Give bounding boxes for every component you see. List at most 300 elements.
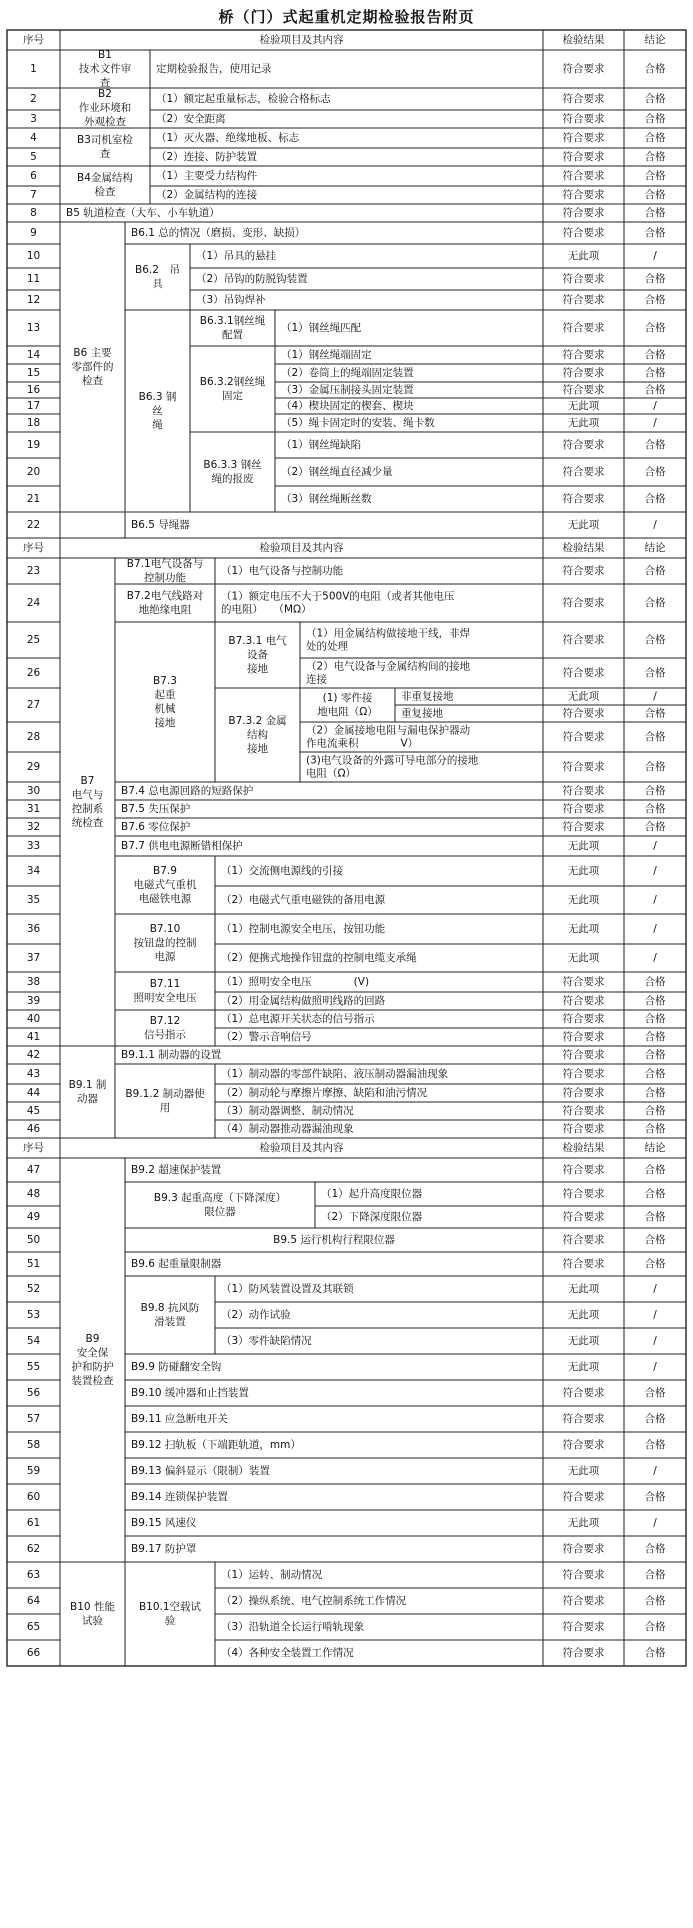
- row-number: 4: [30, 132, 37, 144]
- group-b7-12-line-1: 信号指示: [144, 1029, 186, 1041]
- group-b3-line-1: 查: [99, 148, 111, 160]
- group-b4-line-0: B4金属结构: [77, 172, 133, 184]
- group-b6-3-3-line-0: B6.3.3 钢丝: [203, 459, 262, 471]
- group-b7-3-2-1-line-1: 地电阻（Ω）: [317, 706, 378, 718]
- conclusion-cell: 合格: [644, 1439, 666, 1451]
- header-result: 检验结果: [562, 542, 605, 554]
- result-cell: 符合要求: [562, 1188, 605, 1200]
- group-b6-3-1-line-1: 配置: [222, 329, 243, 341]
- row-number: 11: [26, 273, 41, 285]
- group-b7-line-2: 控制系: [71, 803, 104, 815]
- group-b7-line-3: 统检查: [71, 817, 104, 829]
- result-cell: 符合要求: [562, 493, 605, 505]
- content-cell-line-0: B5 轨道检查（大车、小车轨道）: [66, 207, 220, 219]
- conclusion-cell: 合格: [644, 565, 666, 577]
- conclusion-cell: 合格: [644, 132, 666, 144]
- result-cell: 无此项: [567, 1361, 600, 1373]
- content-cell-line-1: 电阻（Ω）: [306, 767, 357, 780]
- result-cell: 符合要求: [562, 151, 605, 163]
- content-cell-line-0: （1）制动器的零部件缺陷、液压制动器漏油现象: [221, 1068, 449, 1080]
- group-b7-3-1-line-2: 接地: [247, 663, 268, 675]
- row-number: 9: [30, 227, 37, 239]
- group-b7-3-1-line-0: B7.3.1 电气: [228, 635, 287, 647]
- result-cell: 符合要求: [562, 761, 605, 773]
- conclusion-cell: 合格: [644, 1387, 666, 1399]
- group-b9-1-line-0: B9.1 制: [68, 1079, 107, 1091]
- group-b7-3-line-3: 接地: [154, 717, 176, 729]
- group-b6-2-line-1: 具: [152, 278, 163, 290]
- group-b6-2-line-0: B6.2 吊: [135, 264, 180, 276]
- conclusion-cell: /: [653, 865, 657, 877]
- content-cell-line-0: （1）电气设备与控制功能: [221, 565, 344, 577]
- conclusion-cell: /: [653, 690, 657, 703]
- result-cell: 符合要求: [562, 667, 605, 679]
- row-number: 10: [26, 250, 41, 262]
- row-number: 62: [26, 1543, 41, 1555]
- conclusion-cell: /: [653, 1335, 657, 1347]
- conclusion-cell: 合格: [644, 1595, 666, 1607]
- result-cell: 符合要求: [562, 1105, 605, 1117]
- result-cell: 符合要求: [562, 294, 605, 306]
- conclusion-cell: 合格: [644, 1087, 666, 1099]
- conclusion-cell: 合格: [644, 207, 666, 219]
- row-number: 65: [26, 1621, 41, 1633]
- result-cell: 符合要求: [562, 1164, 605, 1176]
- group-b6-3-line-1: 丝: [152, 405, 163, 417]
- row-number: 43: [26, 1068, 41, 1080]
- row-number: 17: [26, 400, 41, 412]
- conclusion-cell: 合格: [644, 1049, 666, 1061]
- content-cell: 非重复接地: [401, 690, 454, 703]
- group-b6-3-1-line-0: B6.3.1钢丝绳: [199, 315, 266, 327]
- content-cell-line-0: （1）防风装置设置及其联锁: [221, 1283, 354, 1295]
- result-cell: 符合要求: [562, 1013, 605, 1025]
- conclusion-cell: /: [653, 923, 657, 935]
- result-cell: 符合要求: [562, 1123, 605, 1135]
- conclusion-cell: /: [653, 400, 657, 412]
- result-cell: 无此项: [567, 1517, 600, 1529]
- conclusion-cell: 合格: [644, 976, 666, 988]
- content-cell-line-0: B6.5 导绳器: [131, 519, 190, 531]
- group-b9-3-line-1: 限位器: [204, 1206, 236, 1218]
- result-cell: 无此项: [567, 1335, 600, 1347]
- row-number: 50: [26, 1234, 41, 1246]
- conclusion-cell: 合格: [644, 597, 666, 609]
- row-number: 28: [26, 731, 41, 743]
- content-cell-line-0: B6.1 总的情况（磨损、变形、缺损）: [131, 227, 306, 239]
- content-cell-line-0: （1）运转、制动情况: [221, 1569, 323, 1581]
- conclusion-cell: 合格: [644, 493, 666, 505]
- result-cell: 无此项: [567, 417, 600, 429]
- result-cell: 无此项: [567, 400, 600, 412]
- row-number: 33: [26, 840, 41, 852]
- conclusion-cell: 合格: [644, 1569, 666, 1581]
- group-b9-line-1: 安全保: [76, 1347, 109, 1359]
- group-b7-1-line-1: 控制功能: [144, 572, 186, 584]
- conclusion-cell: 合格: [644, 1188, 666, 1200]
- result-cell: 符合要求: [562, 322, 605, 334]
- result-cell: 符合要求: [562, 113, 605, 125]
- row-number: 20: [26, 466, 41, 478]
- result-cell: 符合要求: [562, 466, 605, 478]
- content-cell-line-0: （4）制动器推动器漏油现象: [221, 1123, 354, 1135]
- result-cell: 符合要求: [562, 821, 605, 833]
- row-number: 56: [26, 1387, 41, 1399]
- row-number: 27: [26, 699, 41, 711]
- group-b9-1-2-line-1: 用: [159, 1102, 171, 1114]
- group-b7-12-line-0: B7.12: [149, 1015, 181, 1027]
- row-number: 21: [26, 493, 41, 505]
- conclusion-cell: 合格: [644, 1491, 666, 1503]
- result-cell: 无此项: [567, 1283, 600, 1295]
- content-cell-line-1: 处的处理: [306, 640, 348, 653]
- group-b9-1-line-1: 动器: [77, 1093, 98, 1105]
- conclusion-cell: 合格: [644, 803, 666, 815]
- group-b7-line-0: B7: [80, 775, 95, 787]
- content-cell-line-0: （4）楔块固定的楔套、楔块: [281, 400, 414, 412]
- result-cell: 符合要求: [562, 995, 605, 1007]
- row-number: 41: [26, 1031, 41, 1043]
- group-b7-3-2-line-0: B7.3.2 金属: [228, 715, 287, 727]
- content-cell-line-0: B7.4 总电源回路的短路保护: [121, 785, 254, 797]
- content-cell-line-0: （1）用金属结构做接地干线，非焊: [306, 627, 471, 640]
- group-b7-2-line-1: 地绝缘电阻: [138, 604, 192, 616]
- result-cell: 符合要求: [562, 170, 605, 182]
- content-cell-line-0: （2）安全距离: [156, 113, 226, 125]
- page-title: 桥（门）式起重机定期检验报告附页: [218, 8, 475, 26]
- content-cell-line-0: B9.1.1 制动器的设置: [121, 1049, 222, 1061]
- row-number: 15: [26, 367, 41, 379]
- conclusion-cell: 合格: [644, 1105, 666, 1117]
- content-cell-line-0: （1）钢丝绳端固定: [281, 349, 372, 361]
- conclusion-cell: 合格: [644, 1068, 666, 1080]
- group-b1-line-2: 查: [99, 77, 111, 89]
- group-b10-1-line-1: 验: [164, 1615, 176, 1627]
- conclusion-cell: 合格: [644, 1258, 666, 1270]
- conclusion-cell: /: [653, 1465, 657, 1477]
- group-b7-9-line-2: 电磁铁电源: [138, 893, 192, 905]
- row-number: 3: [30, 113, 37, 125]
- content-cell-line-0: （1）吊具的悬挂: [196, 250, 277, 262]
- group-b7-3-2-line-1: 结构: [247, 729, 268, 741]
- content-cell-line-0: （2）警示音响信号: [221, 1031, 312, 1043]
- content-cell-line-0: B9.13 偏斜显示（限制）装置: [131, 1465, 270, 1477]
- content-cell-line-0: B7.6 零位保护: [121, 821, 191, 833]
- content-cell-line-0: （2）制动轮与摩擦片摩擦、缺陷和油污情况: [221, 1087, 428, 1099]
- result-cell: 符合要求: [562, 1595, 605, 1607]
- content-cell-line-0: （1）主要受力结构件: [156, 170, 258, 182]
- group-b9-8-line-0: B9.8 抗风防: [140, 1302, 200, 1314]
- conclusion-cell: 合格: [644, 466, 666, 478]
- result-cell: 符合要求: [562, 1543, 605, 1555]
- group-b6-3-line-2: 绳: [152, 419, 163, 431]
- row-number: 6: [30, 170, 37, 182]
- header-no: 序号: [23, 34, 44, 46]
- content-cell-line-0: B9.6 起重量限制器: [131, 1258, 222, 1270]
- content-cell-line-0: （1）额定起重量标志，检验合格标志: [156, 93, 331, 105]
- content-cell-line-0: 定期检验报告，使用记录: [156, 63, 272, 75]
- row-number: 13: [26, 322, 41, 334]
- conclusion-cell: 合格: [644, 707, 666, 720]
- group-b7-line-1: 电气与: [71, 789, 104, 801]
- row-number: 14: [26, 349, 41, 361]
- result-cell: 符合要求: [562, 731, 605, 743]
- result-cell: 符合要求: [562, 273, 605, 285]
- row-number: 46: [26, 1123, 41, 1135]
- content-cell-line-0: B9.10 缓冲器和止挡装置: [131, 1387, 249, 1399]
- content-cell-line-0: （2）电气设备与金属结构间的接地: [306, 660, 471, 673]
- conclusion-cell: /: [653, 1361, 657, 1373]
- header-conclusion: 结论: [644, 34, 666, 46]
- row-number: 32: [26, 821, 41, 833]
- content-cell-line-0: （3）制动器调整、制动情况: [221, 1105, 354, 1117]
- row-number: 61: [26, 1517, 41, 1529]
- group-b6-line-0: B6 主要: [73, 347, 112, 359]
- group-b9-line-2: 护和防护: [71, 1361, 114, 1373]
- conclusion-cell: 合格: [644, 1413, 666, 1425]
- row-number: 12: [26, 294, 41, 306]
- conclusion-cell: 合格: [644, 273, 666, 285]
- row-number: 40: [26, 1013, 41, 1025]
- conclusion-cell: 合格: [644, 227, 666, 239]
- result-cell: 符合要求: [562, 803, 605, 815]
- content-cell-line-0: （3）金属压制接头固定装置: [281, 384, 414, 396]
- row-number: 31: [26, 803, 41, 815]
- header-item: 检验项目及其内容: [259, 542, 344, 554]
- group-b2-line-0: B2: [98, 88, 112, 100]
- content-cell-line-0: （2）下降深度限位器: [321, 1211, 423, 1223]
- row-number: 39: [26, 995, 41, 1007]
- row-number: 45: [26, 1105, 41, 1117]
- content-cell-line-0: （2）电磁式气重电磁铁的备用电源: [221, 894, 386, 906]
- row-number: 57: [26, 1413, 41, 1425]
- group-b2-line-2: 外观检查: [84, 116, 126, 128]
- result-cell: 符合要求: [562, 976, 605, 988]
- row-number: 63: [26, 1569, 41, 1581]
- conclusion-cell: 合格: [644, 113, 666, 125]
- result-cell: 符合要求: [562, 1234, 605, 1246]
- result-cell: 符合要求: [562, 1258, 605, 1270]
- group-b9-8-line-1: 滑装置: [154, 1316, 186, 1328]
- group-b6-line-1: 零部件的: [71, 361, 114, 373]
- conclusion-cell: /: [653, 894, 657, 906]
- conclusion-cell: 合格: [644, 667, 666, 679]
- content-cell-line-1: 作电流乘积 V）: [306, 737, 419, 750]
- row-number: 24: [26, 597, 41, 609]
- row-number: 2: [30, 93, 37, 105]
- header-result: 检验结果: [562, 1142, 605, 1154]
- row-number: 36: [26, 923, 41, 935]
- conclusion-cell: 合格: [644, 1123, 666, 1135]
- conclusion-cell: 合格: [644, 93, 666, 105]
- result-cell: 符合要求: [562, 1211, 605, 1223]
- content-cell-line-0: （1）起升高度限位器: [321, 1188, 423, 1200]
- result-cell: 符合要求: [562, 634, 605, 646]
- result-cell: 无此项: [567, 519, 600, 531]
- group-b10-line-0: B10 性能: [70, 1601, 115, 1613]
- row-number: 16: [26, 384, 41, 396]
- group-b7-9-line-0: B7.9: [153, 865, 177, 877]
- content-cell-line-0: （2）操纵系统、电气控制系统工作情况: [221, 1595, 407, 1607]
- group-b7-3-line-1: 起重: [154, 689, 176, 701]
- content-cell-line-0: B7.7 供电电源断错相保护: [121, 840, 243, 852]
- header-result: 检验结果: [562, 34, 605, 46]
- result-cell: 符合要求: [562, 785, 605, 797]
- row-number: 1: [30, 63, 37, 75]
- result-cell: 无此项: [567, 894, 600, 906]
- result-cell: 符合要求: [562, 1439, 605, 1451]
- result-cell: 符合要求: [562, 384, 605, 396]
- content-cell-line-0: （2）金属接地电阻与漏电保护器动: [306, 724, 471, 737]
- content-cell: 重复接地: [401, 707, 443, 720]
- result-cell: 符合要求: [562, 1049, 605, 1061]
- content-cell-line-0: B9.5 运行机构行程限位器: [273, 1234, 395, 1246]
- group-b7-2-line-0: B7.2电气线路对: [126, 590, 204, 602]
- header-conclusion: 结论: [644, 1142, 666, 1154]
- content-cell-line-0: （2）钢丝绳直径减少量: [281, 466, 393, 478]
- result-cell: 符合要求: [562, 565, 605, 577]
- header-conclusion: 结论: [644, 542, 666, 554]
- row-number: 19: [26, 439, 41, 451]
- group-b7-9-line-1: 电磁式气重机: [133, 879, 197, 891]
- content-cell-line-0: B7.5 失压保护: [121, 803, 191, 815]
- result-cell: 符合要求: [562, 1387, 605, 1399]
- group-b7-3-line-2: 机械: [154, 703, 176, 715]
- conclusion-cell: 合格: [644, 170, 666, 182]
- result-cell: 符合要求: [562, 367, 605, 379]
- group-b7-1-line-0: B7.1电气设备与: [126, 558, 204, 570]
- result-cell: 符合要求: [562, 1569, 605, 1581]
- result-cell: 符合要求: [562, 1647, 605, 1659]
- content-cell-line-0: B9.11 应急断电开关: [131, 1413, 228, 1425]
- content-cell-line-0: （3）零件缺陷情况: [221, 1335, 312, 1347]
- content-cell-line-0: B9.15 风速仪: [131, 1517, 197, 1529]
- group-b9-line-0: B9: [85, 1333, 100, 1345]
- group-b7-10-line-1: 按钮盘的控制: [133, 937, 197, 949]
- content-cell-line-0: （2）动作试验: [221, 1309, 291, 1321]
- conclusion-cell: 合格: [644, 349, 666, 361]
- group-b1-line-0: B1: [98, 49, 112, 61]
- group-b6-3-2-line-0: B6.3.2钢丝绳: [199, 376, 266, 388]
- conclusion-cell: 合格: [644, 1621, 666, 1633]
- content-cell-line-0: (3)电气设备的外露可导电部分的接地: [306, 754, 479, 767]
- content-cell-line-0: （4）各种安全装置工作情况: [221, 1647, 354, 1659]
- content-cell-line-0: （2）用金属结构做照明线路的回路: [221, 995, 386, 1007]
- group-b7-3-2-1-line-0: (1) 零件接: [322, 692, 373, 704]
- group-b9-line-3: 装置检查: [71, 1375, 114, 1387]
- row-number: 58: [26, 1439, 41, 1451]
- row-number: 26: [26, 667, 41, 679]
- row-number: 53: [26, 1309, 41, 1321]
- row-number: 37: [26, 952, 41, 964]
- content-cell-line-1: 连接: [306, 673, 327, 686]
- conclusion-cell: 合格: [644, 761, 666, 773]
- group-b7-10-line-2: 电源: [154, 951, 176, 963]
- conclusion-cell: 合格: [644, 1647, 666, 1659]
- conclusion-cell: 合格: [644, 1543, 666, 1555]
- content-cell-line-0: （3）吊钩焊补: [196, 294, 266, 306]
- content-cell-line-0: （3）沿轨道全长运行啃轨现象: [221, 1621, 365, 1633]
- conclusion-cell: /: [653, 840, 657, 852]
- content-cell-line-0: （3）钢丝绳断丝数: [281, 493, 372, 505]
- content-cell-line-0: （1）额定电压不大于500V的电阻（或者其他电压: [221, 590, 455, 603]
- result-cell: 无此项: [567, 840, 600, 852]
- group-b10-1-line-0: B10.1空载试: [138, 1601, 202, 1613]
- result-cell: 符合要求: [562, 207, 605, 219]
- group-b2-line-1: 作业环境和: [78, 102, 132, 114]
- result-cell: 符合要求: [562, 1031, 605, 1043]
- result-cell: 无此项: [567, 1465, 600, 1477]
- group-b7-3-line-0: B7.3: [153, 675, 177, 687]
- conclusion-cell: 合格: [644, 151, 666, 163]
- result-cell: 符合要求: [562, 349, 605, 361]
- content-cell-line-0: （1）总电源开关状态的信号指示: [221, 1013, 375, 1025]
- result-cell: 符合要求: [562, 1413, 605, 1425]
- result-cell: 无此项: [567, 952, 600, 964]
- content-cell-line-0: （2）金属结构的连接: [156, 189, 258, 201]
- conclusion-cell: 合格: [644, 322, 666, 334]
- row-number: 25: [26, 634, 41, 646]
- row-number: 55: [26, 1361, 41, 1373]
- row-number: 35: [26, 894, 41, 906]
- conclusion-cell: /: [653, 519, 657, 531]
- row-number: 54: [26, 1335, 41, 1347]
- conclusion-cell: /: [653, 1517, 657, 1529]
- row-number: 66: [26, 1647, 41, 1659]
- conclusion-cell: 合格: [644, 1013, 666, 1025]
- conclusion-cell: /: [653, 1283, 657, 1295]
- conclusion-cell: /: [653, 952, 657, 964]
- content-cell-line-0: （1）钢丝绳缺陷: [281, 439, 362, 451]
- header-no: 序号: [23, 1142, 44, 1154]
- group-b7-3-1-line-1: 设备: [247, 649, 268, 661]
- conclusion-cell: /: [653, 250, 657, 262]
- header-no: 序号: [23, 542, 44, 554]
- result-cell: 符合要求: [562, 63, 605, 75]
- row-number: 59: [26, 1465, 41, 1477]
- result-cell: 无此项: [567, 1309, 600, 1321]
- conclusion-cell: 合格: [644, 384, 666, 396]
- conclusion-cell: 合格: [644, 785, 666, 797]
- row-number: 30: [26, 785, 41, 797]
- content-cell-line-0: （2）连接、防护装置: [156, 151, 258, 163]
- result-cell: 符合要求: [562, 1621, 605, 1633]
- conclusion-cell: 合格: [644, 1164, 666, 1176]
- row-number: 38: [26, 976, 41, 988]
- result-cell: 符合要求: [562, 1491, 605, 1503]
- result-cell: 符合要求: [562, 1068, 605, 1080]
- row-number: 18: [26, 417, 41, 429]
- row-number: 42: [26, 1049, 41, 1061]
- content-cell-line-0: （2）卷筒上的绳端固定装置: [281, 367, 414, 379]
- result-cell: 符合要求: [562, 439, 605, 451]
- result-cell: 符合要求: [562, 1087, 605, 1099]
- conclusion-cell: 合格: [644, 294, 666, 306]
- group-b3-line-0: B3司机室检: [77, 134, 133, 146]
- content-cell-line-0: （2）吊钩的防脱钩装置: [196, 273, 308, 285]
- row-number: 34: [26, 865, 41, 877]
- conclusion-cell: /: [653, 417, 657, 429]
- result-cell: 无此项: [567, 250, 600, 262]
- result-cell: 无此项: [567, 865, 600, 877]
- result-cell: 符合要求: [562, 707, 605, 720]
- conclusion-cell: 合格: [644, 821, 666, 833]
- row-number: 5: [30, 151, 37, 163]
- group-b6-3-2-line-1: 固定: [222, 390, 243, 402]
- group-b7-10-line-0: B7.10: [149, 923, 181, 935]
- content-cell-line-0: （1）控制电源安全电压，按钮功能: [221, 923, 386, 935]
- conclusion-cell: /: [653, 1309, 657, 1321]
